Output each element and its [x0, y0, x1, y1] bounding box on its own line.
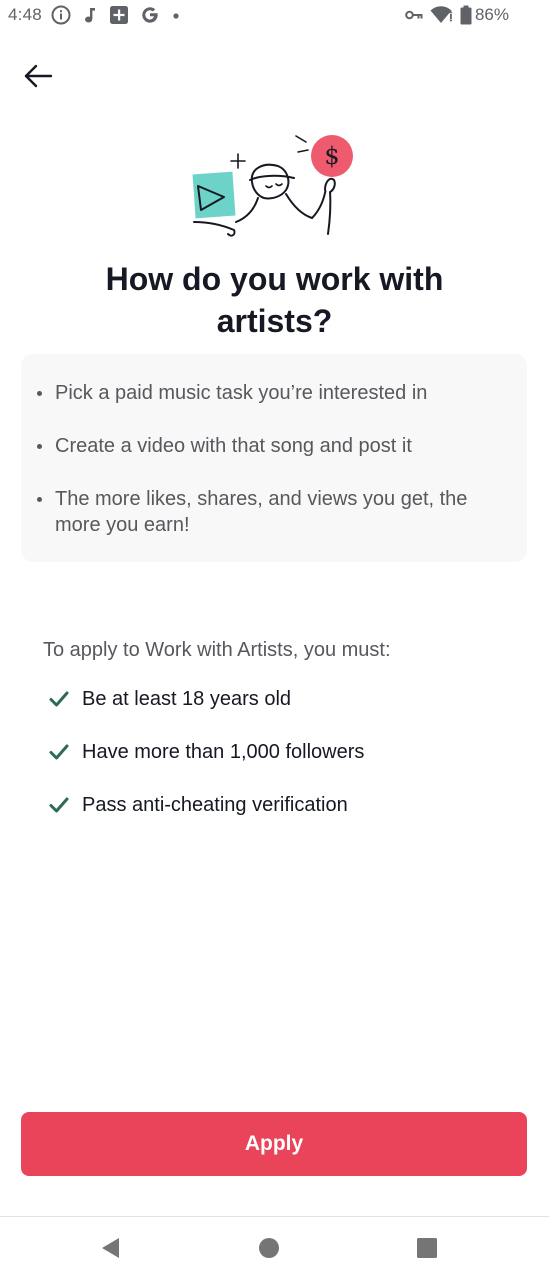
status-left — [8, 5, 192, 25]
status-right — [404, 5, 509, 25]
page-title-line1: How do you work with — [105, 261, 444, 297]
list-item — [55, 433, 495, 459]
requirement-text: Be at least 18 years old — [82, 687, 292, 710]
page-title-line2: artists? — [216, 303, 333, 339]
info-icon — [51, 5, 71, 25]
requirements-intro: To apply to Work with Artists, you must: — [43, 639, 391, 661]
check-icon — [48, 794, 70, 816]
bullet-dot — [37, 497, 42, 502]
apply-button[interactable]: Apply — [21, 1112, 527, 1176]
list-item — [55, 486, 495, 538]
back-button[interactable] — [18, 58, 58, 94]
bullet-dot — [37, 391, 42, 396]
music-note-icon — [82, 5, 98, 25]
vpn-key-icon — [404, 5, 424, 25]
home-circle-icon — [258, 1237, 280, 1259]
battery-icon — [460, 5, 472, 25]
nav-recents-button[interactable] — [412, 1233, 442, 1263]
list-item-text: Pick a paid music task you’re interested in — [55, 382, 428, 404]
battery-percentage: 86% — [474, 5, 509, 24]
check-icon — [48, 688, 70, 710]
requirement-text: Have more than 1,000 followers — [82, 740, 365, 763]
recents-square-icon — [416, 1237, 438, 1259]
back-triangle-icon — [99, 1236, 121, 1260]
system-nav-bar — [0, 1217, 549, 1280]
arrow-left-icon — [23, 64, 53, 88]
dot-icon — [171, 5, 181, 25]
status-bar — [0, 0, 549, 32]
info-card — [21, 354, 527, 562]
bullet-dot — [37, 444, 42, 449]
check-icon — [48, 741, 70, 763]
nav-back-button[interactable] — [95, 1233, 125, 1263]
list-item-text: The more likes, shares, and views you get, the more you earn! — [55, 488, 468, 536]
requirement-item — [48, 791, 348, 819]
requirement-item — [48, 685, 291, 713]
wifi-icon — [430, 5, 454, 25]
plus-box-icon — [109, 5, 129, 25]
status-time: 4:48 — [8, 5, 42, 24]
list-item — [55, 380, 495, 406]
requirement-item — [48, 738, 364, 766]
creator-earnings-illustration — [188, 130, 360, 240]
nav-home-button[interactable] — [254, 1233, 284, 1263]
list-item-text: Create a video with that song and post it — [55, 435, 412, 457]
requirement-text: Pass anti-cheating verification — [82, 793, 348, 816]
google-g-icon — [140, 5, 160, 25]
currency-symbol: $ — [324, 142, 340, 170]
page-title — [40, 258, 509, 342]
